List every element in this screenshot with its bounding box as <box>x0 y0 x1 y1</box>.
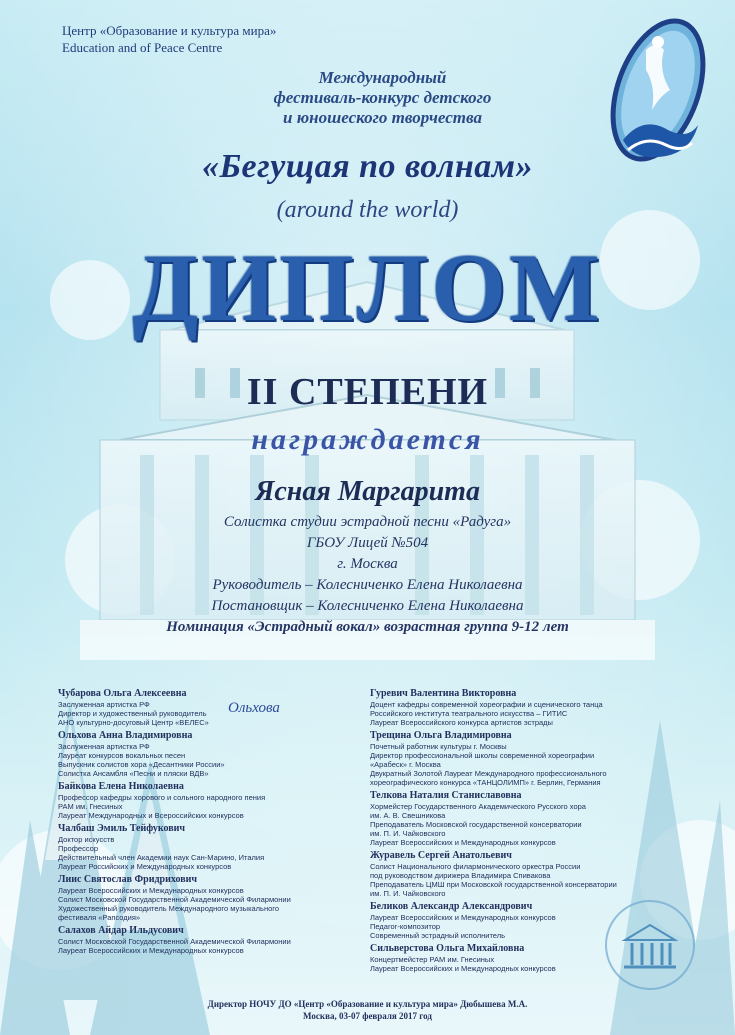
diploma-degree: II СТЕПЕНИ <box>246 371 489 413</box>
theatre-stamp-icon <box>600 895 700 995</box>
detail-line: ГБОУ Лицей №504 <box>306 535 429 551</box>
jury-member-name: Сильверстова Ольга Михайловна <box>370 943 525 954</box>
festival-line-1: Международный <box>318 68 447 87</box>
jury-member-title: Российского института театрального искусства – ГИТИС <box>370 709 568 718</box>
jury-member-title: Лауреат Всероссийских и Международных конкурсов <box>58 886 244 895</box>
jury-member-title: Солист Московской Государственной Академической Филармонии <box>58 895 291 904</box>
jury-member-name: Журавель Сергей Анатольевич <box>370 850 512 861</box>
jury-member-title: Лауреат Международных и Всероссийских конкурсов <box>58 811 244 820</box>
jury-member-title: Концертмейстер РАМ им. Гнесиных <box>370 955 495 964</box>
jury-member-title: «Арабеск» г. Москва <box>370 760 441 769</box>
jury-member-title: им. П. И. Чайковского <box>370 829 446 838</box>
jury-member-name: Телкова Наталия Станиславовна <box>370 790 522 801</box>
jury-member-title: Лауреат Всероссийского конкурса артистов эстрады <box>370 718 553 727</box>
jury-member <box>370 688 710 727</box>
jury-member-title: Солист Московской Государственной Академической Филармонии <box>58 937 291 946</box>
jury-member-title: Солист Национального филармонического оркестра России <box>370 862 581 871</box>
footer-place-date: Москва, 03-07 февраля 2017 год <box>303 1011 432 1021</box>
jury-member-title: Доцент кафедры современной хореографии и сценического танца <box>370 700 603 709</box>
jury-member-title: Действительный член Академии наук Сан-Марино, Италия <box>58 853 265 862</box>
jury-member <box>58 823 388 871</box>
jury-member <box>370 790 710 847</box>
jury-member-title: Современный эстрадный исполнитель <box>370 931 505 940</box>
detail-line: Постановщик – Колесниченко Елена Николаевна <box>211 598 524 614</box>
jury-member-title: АНО культурно-досуговый Центр «ВЕЛЕС» <box>58 718 209 727</box>
jury-member-title: им. А. В. Свешникова <box>370 811 446 820</box>
jury-member <box>58 781 388 820</box>
organization-name-ru: Центр «Образование и культура мира» <box>62 23 277 38</box>
organization-name-en: Education and of Peace Centre <box>62 40 223 55</box>
recipient-name: Ясная Маргарита <box>255 476 480 507</box>
jury-member-name: Беликов Александр Александрович <box>370 901 533 912</box>
jury-member-title: им. П. И. Чайковского <box>370 889 446 898</box>
jury-member-title: РАМ им. Гнесиных <box>58 802 123 811</box>
jury-member-title: Художественный руководитель Международного музыкального <box>58 904 280 913</box>
jury-member-name: Лиис Святослав Фридрихович <box>58 874 198 885</box>
diploma-heading: ДИПЛОМ <box>132 234 603 341</box>
jury-member-title: под руководством дирижера Владимира Спивакова <box>370 871 551 880</box>
jury-member-title: Заслуженная артистка РФ <box>58 700 150 709</box>
jury-member-name: Гуревич Валентина Викторовна <box>370 688 517 699</box>
detail-line: Руководитель – Колесниченко Елена Николаевна <box>212 577 523 593</box>
jury-member-title: Директор профессиональной школы современной хореографии <box>370 751 595 760</box>
jury-member-title: Профессор кафедры хорового и сольного народного пения <box>58 793 266 802</box>
jury-member-title: Солистка Ансамбля «Песни и пляски ВДВ» <box>58 769 209 778</box>
footer-director: Директор НОЧУ ДО «Центр «Образование и культура мира» Дюбышева М.А. <box>207 999 528 1009</box>
jury-member-title: Педагог-композитор <box>370 922 441 931</box>
jury-member-title: Почетный работник культуры г. Москвы <box>370 742 507 751</box>
jury-member-title: Хормейстер Государственного Академического Русского хора <box>370 802 586 811</box>
jury-left-column <box>58 688 388 958</box>
jury-member-title: Директор и художественный руководитель <box>58 709 207 718</box>
jury-member-title: Преподаватель ЦМШ при Московской государственной консерватории <box>370 880 617 889</box>
jury-member-name: Чубарова Ольга Алексеевна <box>58 688 187 699</box>
festival-line-2: фестиваль-конкурс детского <box>273 88 492 107</box>
jury-member-title: хореографического конкурса «ТАНЦОЛИМП» г. Берлин, Германия <box>370 778 601 787</box>
nomination: Номинация «Эстрадный вокал» возрастная группа 9-12 лет <box>166 619 569 635</box>
jury-member-title: Преподаватель Московской государственной консерватории <box>370 820 582 829</box>
jury-member-name: Салахов Айдар Ильдусович <box>58 925 184 936</box>
festival-name <box>0 68 735 128</box>
awarded-label: награждается <box>251 423 484 456</box>
detail-line: г. Москва <box>337 556 398 572</box>
jury-member-title: фестиваля «Рапсодия» <box>58 913 141 922</box>
jury-member-title: Лауреат Всероссийских и Международных конкурсов <box>370 913 556 922</box>
jury-member <box>58 874 388 922</box>
jury-member <box>370 730 710 787</box>
jury-member-title: Лауреат Всероссийских и Международных конкурсов <box>370 964 556 973</box>
jury-member-name: Трещина Ольга Владимировна <box>370 730 512 741</box>
jury-member-title: Доктор искусств <box>58 835 115 844</box>
festival-subtitle: (around the world) <box>276 197 459 223</box>
jury-member-title: Лауреат Всероссийских и Международных конкурсов <box>58 946 244 955</box>
jury-member-name: Байкова Елена Николаевна <box>58 781 184 792</box>
jury-member <box>370 850 710 898</box>
recipient-details <box>0 512 735 638</box>
jury-member-title: Заслуженная артистка РФ <box>58 742 150 751</box>
jury-member-title: Выпускник солистов хора «Десантники России» <box>58 760 225 769</box>
jury-member-name: Ольхова Анна Владимировна <box>58 730 193 741</box>
detail-line: Солистка студии эстрадной песни «Радуга» <box>223 514 512 530</box>
jury-member-title: Профессор <box>58 844 99 853</box>
festival-title: «Бегущая по волнам» <box>201 148 534 185</box>
jury-member-name: Чалбаш Эмиль Тейфукович <box>58 823 186 834</box>
jury-member-title: Лауреат Всероссийских и Международных конкурсов <box>370 838 556 847</box>
jury-member <box>58 730 388 778</box>
festival-line-3: и юношеского творчества <box>283 108 482 127</box>
jury-member <box>58 688 388 727</box>
jury-member <box>58 925 388 955</box>
organization-name <box>62 22 276 56</box>
jury-member-title: Лауреат конкурсов вокальных песен <box>58 751 186 760</box>
footer <box>0 998 735 1022</box>
jury-member-title: Лауреат Российских и Международных конкурсов <box>58 862 232 871</box>
jury-member-title: Двукратный Золотой Лауреат Международного профессионального <box>370 769 607 778</box>
signature: Ольхова <box>228 700 280 716</box>
